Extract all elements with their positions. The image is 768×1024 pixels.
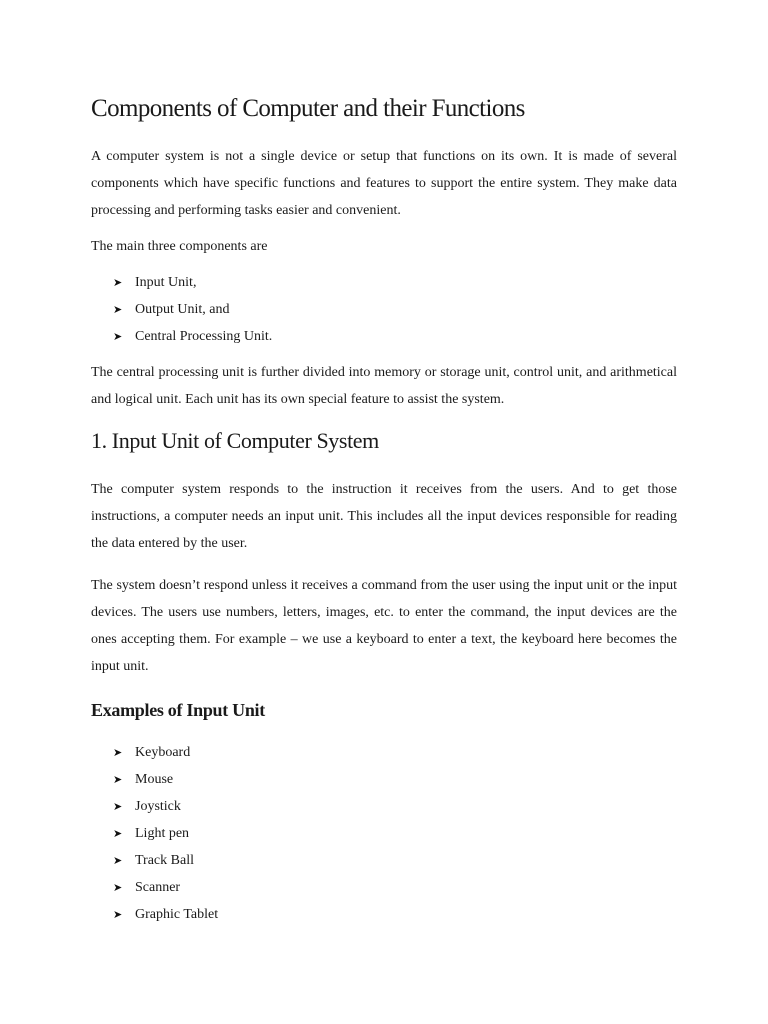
list-item-text: Mouse bbox=[135, 772, 174, 787]
page-title: Components of Computer and their Functions bbox=[91, 95, 525, 122]
list-item-text: Output Unit, and bbox=[135, 302, 230, 317]
arrowhead-bullet-icon: ➤ bbox=[113, 773, 123, 786]
input-unit-paragraph-2: The system doesn’t respond unless it receives a command from the user using the input unit or the input devices. The users use numbers, letters, images, etc. to enter the command, the input devices are the ones accepting them. For example – we use a keyboard to enter a text, the keyboard here becomes the input unit. bbox=[91, 578, 677, 674]
arrowhead-bullet-icon: ➤ bbox=[113, 800, 123, 813]
arrowhead-bullet-icon: ➤ bbox=[113, 303, 123, 316]
arrowhead-bullet-icon: ➤ bbox=[113, 854, 123, 867]
list-item-text: Keyboard bbox=[135, 745, 191, 760]
components-lead: The main three components are bbox=[91, 239, 268, 254]
list-item bbox=[113, 793, 218, 820]
list-item bbox=[113, 323, 272, 350]
list-item bbox=[113, 766, 218, 793]
list-item-text: Central Processing Unit. bbox=[135, 329, 273, 344]
section-heading-input-unit: 1. Input Unit of Computer System bbox=[91, 428, 379, 453]
list-item bbox=[113, 739, 218, 766]
arrowhead-bullet-icon: ➤ bbox=[113, 881, 123, 894]
intro-paragraph: A computer system is not a single device or setup that functions on its own. It is made of several components which have specific functions and features to support the entire system. They make data processing and performing tasks easier and convenient. bbox=[91, 149, 677, 218]
list-item-text: Light pen bbox=[135, 826, 190, 841]
cpu-paragraph: The central processing unit is further divided into memory or storage unit, control unit, and arithmetical and logical unit. Each unit has its own special feature to assist the system. bbox=[91, 365, 677, 407]
list-item-text: Joystick bbox=[135, 799, 181, 814]
arrowhead-bullet-icon: ➤ bbox=[113, 827, 123, 840]
arrowhead-bullet-icon: ➤ bbox=[113, 908, 123, 921]
list-item-text: Input Unit, bbox=[135, 275, 197, 290]
list-item-text: Graphic Tablet bbox=[135, 907, 219, 922]
list-item bbox=[113, 874, 218, 901]
list-item bbox=[113, 901, 218, 928]
list-item-text: Track Ball bbox=[135, 853, 194, 868]
arrowhead-bullet-icon: ➤ bbox=[113, 746, 123, 759]
arrowhead-bullet-icon: ➤ bbox=[113, 330, 123, 343]
examples-list bbox=[113, 739, 218, 928]
input-unit-paragraph-1: The computer system responds to the instruction it receives from the users. And to get those instructions, a computer needs an input unit. This includes all the input devices responsible for reading the data entered by the user. bbox=[91, 482, 677, 551]
list-item bbox=[113, 847, 218, 874]
list-item bbox=[113, 296, 272, 323]
components-list bbox=[113, 269, 272, 350]
list-item-text: Scanner bbox=[135, 880, 181, 895]
examples-heading: Examples of Input Unit bbox=[91, 700, 265, 720]
arrowhead-bullet-icon: ➤ bbox=[113, 276, 123, 289]
list-item bbox=[113, 269, 272, 296]
list-item bbox=[113, 820, 218, 847]
